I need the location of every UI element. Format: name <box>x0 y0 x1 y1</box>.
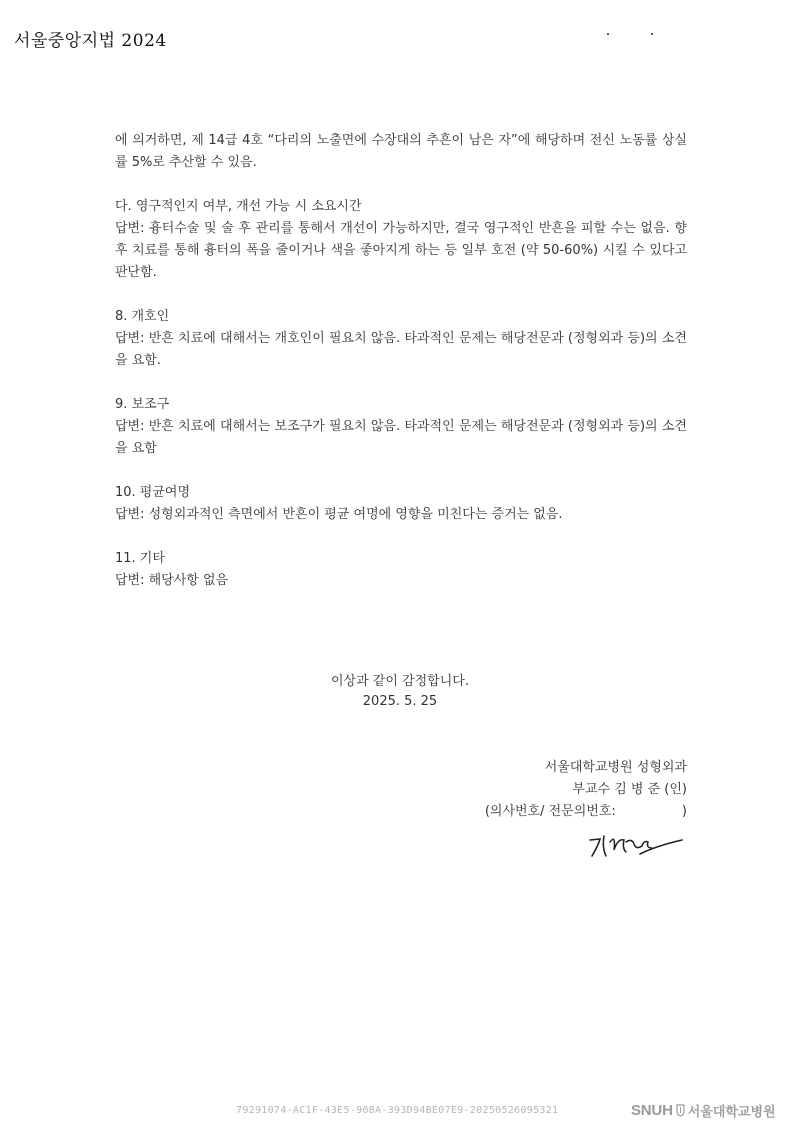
signatory-block <box>485 757 687 823</box>
scan-mark <box>607 33 609 35</box>
body-line: 에 의거하면, 제 14급 4호 “다리의 노출면에 수장대의 추흔이 남은 자”에 해당하며 전신 노동률 상실률 5%로 추산할 수 있음. <box>115 133 687 170</box>
snuh-logo-text: SNUH <box>631 1102 673 1119</box>
hospital-name: 서울대학교병원 <box>687 1105 776 1120</box>
document-body <box>115 130 687 592</box>
answer-text: 답변: 흉터수술 및 술 후 관리를 통해서 개선이 가능하지만, 결국 영구적인 반흔을 피할 수는 없음. 향후 치료를 통해 흉터의 폭을 줄이거나 색을 좋아지게 하는 등 일부 호전 (약 50-60%) 시킬 수 있다고 판단함. <box>115 221 687 280</box>
answer-text: 답변: 해당사항 없음 <box>115 573 229 588</box>
spacer <box>115 372 687 394</box>
section-heading: 다. 영구적인지 여부, 개선 가능 시 소요시간 <box>115 199 362 214</box>
shield-icon <box>676 1104 685 1117</box>
section-heading: 8. 개호인 <box>115 309 170 324</box>
answer-text: 답변: 반흔 치료에 대해서는 보조구가 필요치 않음. 타과적인 문제는 해당전문과 (정형외과 등)의 소견을 요함 <box>115 419 687 456</box>
answer-text: 답변: 반흔 치료에 대해서는 개호인이 필요치 않음. 타과적인 문제는 해당전문과 (정형외과 등)의 소견을 요함. <box>115 331 687 368</box>
court-stamp: 서울중앙지법 2024 <box>14 31 167 51</box>
spacer <box>115 284 687 306</box>
hospital-logo <box>631 1101 776 1120</box>
spacer <box>115 460 687 482</box>
handwritten-signature <box>586 826 686 866</box>
institution-name: 서울대학교병원 성형외과 <box>544 760 687 775</box>
spacer <box>115 174 687 196</box>
scan-mark <box>651 33 653 35</box>
signer-name: 부교수 김 병 준 (인) <box>572 782 687 797</box>
document-id: 79291074-AC1F-43E5-908A-393D94BE07E9-20250526095321 <box>236 1105 559 1116</box>
license-number: (의사번호/ 전문의번호: ) <box>484 804 687 819</box>
closing-statement: 이상과 같이 감정합니다. <box>331 674 469 689</box>
section-heading: 10. 평균여명 <box>115 485 191 500</box>
spacer <box>115 526 687 548</box>
answer-text: 답변: 성형외과적인 측면에서 반흔이 평균 여명에 영향을 미친다는 증거는 없음. <box>115 507 563 522</box>
section-heading: 11. 기타 <box>115 551 165 566</box>
section-heading: 9. 보조구 <box>115 397 170 412</box>
closing-date: 2025. 5. 25 <box>362 694 438 709</box>
